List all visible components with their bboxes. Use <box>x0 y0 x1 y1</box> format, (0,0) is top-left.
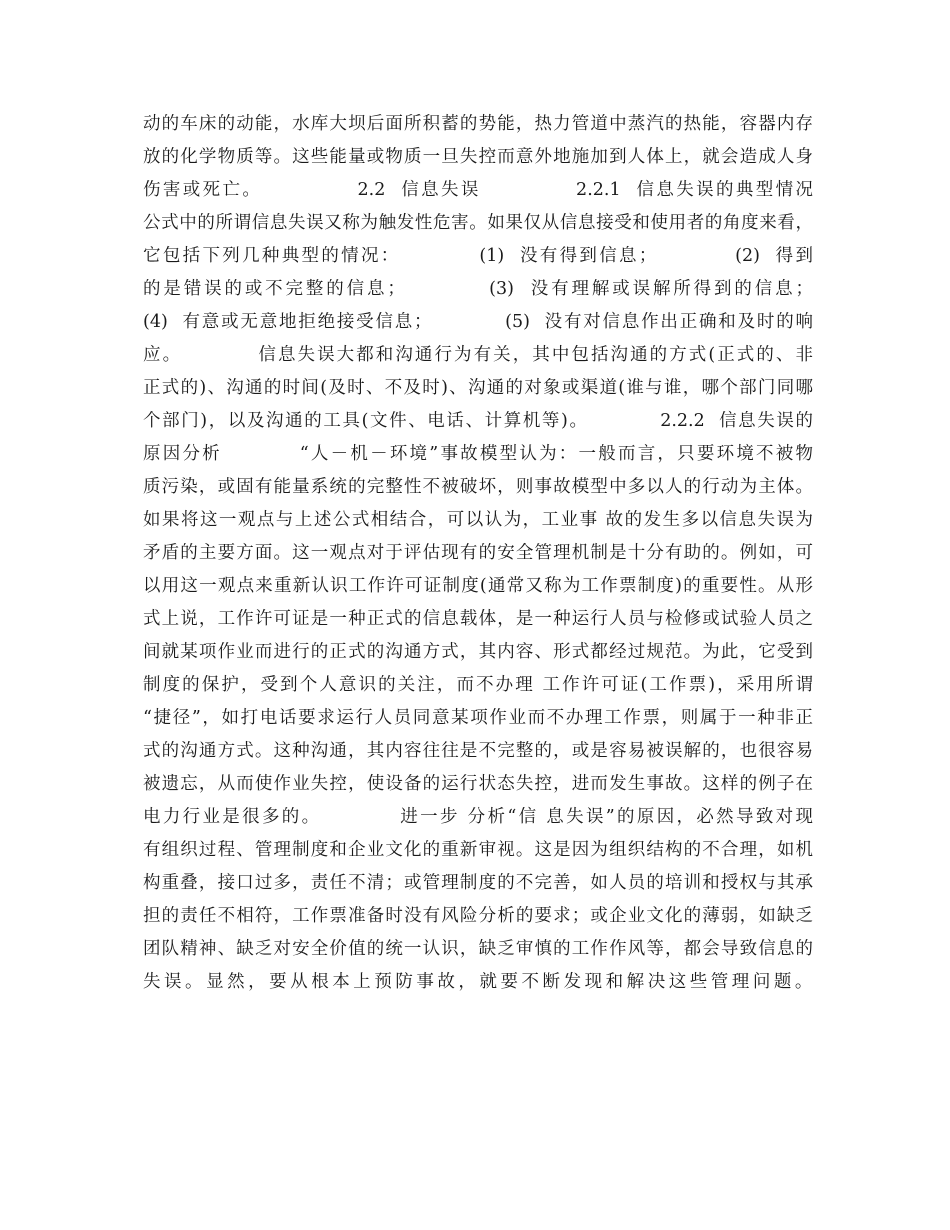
text-line: 原因分析 “人－机－环境”事故模型认为：一般而言，只要环境不被物 <box>143 444 813 464</box>
text-line: 以用这一观点来重新认识工作许可证制度(通常又称为工作票制度)的重要性。从形 <box>143 576 813 596</box>
text-line: 如果将这一观点与上述公式相结合，可以认为，工业事 故的发生多以信息失误为 <box>143 510 813 530</box>
text-line: 应。 信息失误大都和沟通行为有关，其中包括沟通的方式(正式的、非 <box>143 345 813 365</box>
text-line: 公式中的所谓信息失误又称为触发性危害。如果仅从信息接受和使用者的角度来看， <box>143 213 813 233</box>
text-line: 个部门)，以及沟通的工具(文件、电话、计算机等)。 2.2.2 信息失误的 <box>143 411 813 431</box>
text-line: 被遗忘，从而使作业失控，使设备的运行状态失控，进而发生事故。这样的例子在 <box>143 774 813 794</box>
text-line: 伤害或死亡。 2.2 信息失误 2.2.1 信息失误的典型情况 <box>143 180 813 200</box>
text-line: 式上说，工作许可证是一种正式的信息载体，是一种运行人员与检修或试验人员之 <box>143 609 813 629</box>
text-line: 它包括下列几种典型的情况： (1) 没有得到信息； (2) 得到 <box>143 246 813 266</box>
text-line: 构重叠，接口过多，责任不清；或管理制度的不完善，如人员的培训和授权与其承 <box>143 873 813 893</box>
text-line: 制度的保护，受到个人意识的关注，而不办理 工作许可证(工作票)，采用所谓 <box>143 675 813 695</box>
text-line: 的是错误的或不完整的信息； (3) 没有理解或误解所得到的信息； <box>143 279 813 299</box>
text-line: 动的车床的动能，水库大坝后面所积蓄的势能，热力管道中蒸汽的热能，容器内存 <box>143 114 813 134</box>
text-line: (4) 有意或无意地拒绝接受信息； (5) 没有对信息作出正确和及时的响 <box>143 312 813 332</box>
text-line-last: 失误。显然，要从根本上预防事故，就要不断发现和解决这些管理问题。 <box>143 972 813 992</box>
text-line: 放的化学物质等。这些能量或物质一旦失控而意外地施加到人体上，就会造成人身 <box>143 147 813 167</box>
body-text <box>143 108 813 999</box>
text-line: 团队精神、缺乏对安全价值的统一认识，缺乏审慎的工作作风等，都会导致信息的 <box>143 939 813 959</box>
text-line: “捷径”，如打电话要求运行人员同意某项作业而不办理工作票，则属于一种非正 <box>143 708 813 728</box>
text-line: 矛盾的主要方面。这一观点对于评估现有的安全管理机制是十分有助的。例如，可 <box>143 543 813 563</box>
text-line: 担的责任不相符，工作票准备时没有风险分析的要求；或企业文化的薄弱，如缺乏 <box>143 906 813 926</box>
text-line: 间就某项作业而进行的正式的沟通方式，其内容、形式都经过规范。为此，它受到 <box>143 642 813 662</box>
text-line: 质污染，或固有能量系统的完整性不被破坏，则事故模型中多以人的行动为主体。 <box>143 477 813 497</box>
text-line: 电力行业是很多的。 进一步 分析“信 息失误”的原因，必然导致对现 <box>143 807 813 827</box>
text-line: 式的沟通方式。这种沟通，其内容往往是不完整的，或是容易被误解的，也很容易 <box>143 741 813 761</box>
text-line: 有组织过程、管理制度和企业文化的重新审视。这是因为组织结构的不合理，如机 <box>143 840 813 860</box>
text-line: 正式的)、沟通的时间(及时、不及时)、沟通的对象或渠道(谁与谁，哪个部门同哪 <box>143 378 813 398</box>
